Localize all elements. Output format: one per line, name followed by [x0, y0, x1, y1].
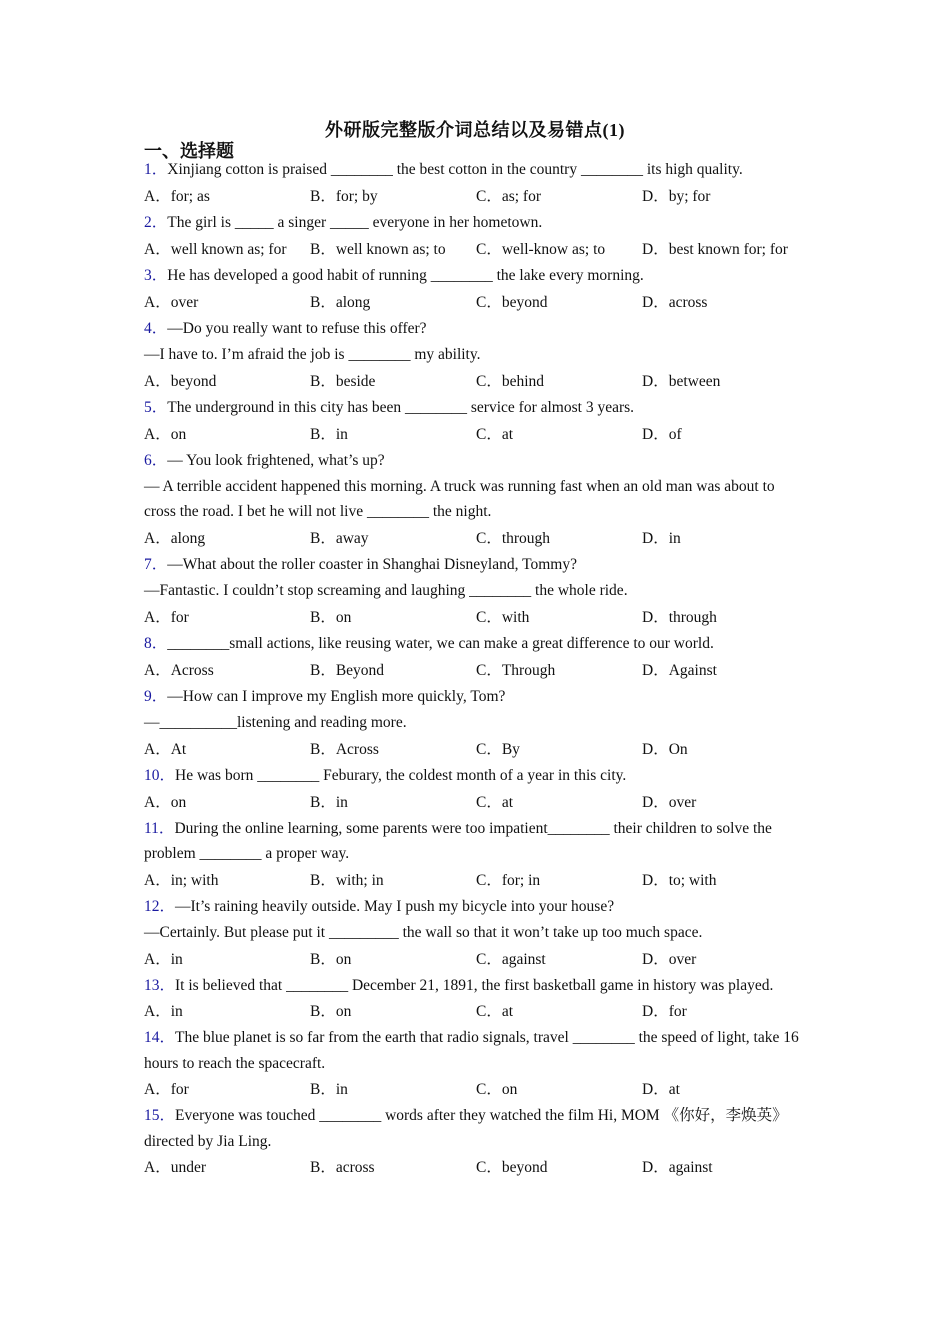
option-b: B．beside — [310, 372, 376, 390]
option-d: D．for — [642, 1003, 687, 1020]
question-line: — You look frightened, what’s up? — [167, 451, 385, 469]
option-a: A．in — [144, 1003, 183, 1020]
question-text — [144, 1025, 810, 1076]
question-text — [144, 395, 810, 421]
answer-options — [144, 421, 810, 448]
question-number: 4． — [144, 319, 168, 337]
option-b: B．across — [310, 1159, 375, 1176]
option-a: A．in; with — [144, 871, 219, 889]
option-a: A．under — [144, 1159, 206, 1176]
option-b: B．away — [310, 529, 369, 547]
question-text — [144, 920, 810, 946]
answer-options — [144, 525, 810, 552]
option-b: B．on — [310, 1003, 352, 1020]
question-text — [144, 1103, 810, 1154]
option-b: B．in — [310, 425, 348, 443]
question-line: —Fantastic. I couldn’t stop screaming and laughing ________ the whole ride. — [144, 581, 628, 599]
question-number: 10． — [144, 766, 176, 784]
question-text — [144, 263, 810, 289]
option-b: B．on — [310, 608, 352, 626]
question-1 — [144, 157, 810, 210]
option-a: A．along — [144, 529, 206, 547]
option-d: D．across — [642, 293, 708, 311]
question-text — [144, 552, 810, 578]
question-number: 9． — [144, 687, 168, 705]
option-d: D．through — [642, 608, 717, 626]
question-line: —What about the roller coaster in Shanghai Disneyland, Tommy? — [167, 555, 577, 573]
question-number: 6． — [144, 451, 168, 469]
question-text — [144, 342, 810, 368]
option-b: B．well known as; to — [310, 240, 446, 258]
answer-options — [144, 946, 810, 973]
question-8 — [144, 631, 810, 684]
option-a: A．for; as — [144, 187, 210, 205]
question-text — [144, 684, 810, 710]
option-b: B．in — [310, 793, 348, 811]
question-text — [144, 631, 810, 657]
question-line: During the online learning, some parents were too impatient________ their children to solve the problem ________ a proper way. — [144, 819, 772, 862]
option-d: D．Against — [642, 661, 717, 679]
answer-options — [144, 1154, 810, 1181]
question-12 — [144, 894, 810, 973]
option-c: C．through — [476, 529, 551, 547]
answer-options — [144, 604, 810, 631]
answer-options — [144, 657, 810, 684]
question-line: Xinjiang cotton is praised ________ the best cotton in the country ________ its high quality. — [167, 161, 743, 178]
option-d: D．best known for; for — [642, 240, 788, 258]
question-text — [144, 894, 810, 920]
question-text — [144, 710, 810, 736]
question-line: The blue planet is so far from the earth that radio signals, travel ________ the speed of light, take 16 hours to reach the spacecraft. — [144, 1029, 799, 1072]
question-13 — [144, 973, 810, 1026]
question-10 — [144, 763, 810, 816]
option-c: C．against — [476, 950, 546, 968]
option-c: C．beyond — [476, 293, 548, 311]
question-number: 13． — [144, 976, 176, 994]
question-number: 15． — [144, 1107, 176, 1124]
option-c: C．beyond — [476, 1159, 548, 1176]
answer-options — [144, 183, 810, 210]
option-d: D．in — [642, 529, 681, 547]
question-line: — A terrible accident happened this morning. A truck was running fast when an old man was about to cross the road. I bet he will not live ________ the night. — [144, 477, 775, 520]
option-c: C．on — [476, 1081, 518, 1098]
option-d: D．at — [642, 1081, 680, 1098]
question-list — [144, 157, 810, 1181]
answer-options — [144, 736, 810, 763]
question-line: —Certainly. But please put it _________ the wall so that it won’t take up too much space. — [144, 923, 703, 941]
option-b: B．for; by — [310, 187, 378, 205]
question-line: —How can I improve my English more quickly, Tom? — [167, 687, 506, 705]
question-11 — [144, 816, 810, 894]
option-c: C．By — [476, 740, 520, 758]
question-7 — [144, 552, 810, 631]
question-text — [144, 448, 810, 474]
option-a: A．over — [144, 293, 199, 311]
option-c: C．Through — [476, 661, 556, 679]
option-c: C．for; in — [476, 871, 541, 889]
question-line: —It’s raining heavily outside. May I push my bicycle into your house? — [175, 897, 615, 915]
answer-options — [144, 236, 810, 263]
question-text — [144, 973, 810, 999]
question-15 — [144, 1103, 810, 1181]
question-text — [144, 157, 810, 183]
option-c: C．well-know as; to — [476, 240, 606, 258]
question-text — [144, 763, 810, 789]
option-d: D．over — [642, 950, 697, 968]
option-a: A．for — [144, 1081, 189, 1098]
option-d: D．of — [642, 425, 682, 443]
option-b: B．with; in — [310, 871, 384, 889]
question-14 — [144, 1025, 810, 1103]
question-9 — [144, 684, 810, 763]
option-c: C．with — [476, 608, 530, 626]
question-2 — [144, 210, 810, 263]
option-d: D．On — [642, 740, 688, 758]
option-c: C．at — [476, 793, 514, 811]
question-number: 11． — [144, 819, 175, 837]
option-d: D．by; for — [642, 187, 711, 205]
question-text — [144, 578, 810, 604]
question-4 — [144, 316, 810, 395]
option-a: A．on — [144, 425, 187, 443]
answer-options — [144, 789, 810, 816]
option-a: A．well known as; for — [144, 240, 287, 258]
question-number: 7． — [144, 555, 168, 573]
question-number: 2． — [144, 213, 168, 231]
option-a: A．Across — [144, 661, 214, 679]
option-c: C．behind — [476, 372, 545, 390]
question-number: 14． — [144, 1029, 176, 1046]
question-line: It is believed that ________ December 21, 1891, the first basketball game in history was played. — [175, 976, 774, 994]
answer-options — [144, 867, 810, 894]
option-d: D．to; with — [642, 871, 717, 889]
option-b: B．Across — [310, 740, 379, 758]
question-line: —__________listening and reading more. — [144, 713, 407, 731]
option-b: B．along — [310, 293, 371, 311]
answer-options — [144, 998, 810, 1025]
question-number: 1． — [144, 161, 168, 178]
question-line: Everyone was touched ________ words after they watched the film Hi, MOM 《你好，李焕英》directed by Jia Ling. — [144, 1107, 788, 1150]
question-line: The girl is _____ a singer _____ everyone in her hometown. — [167, 213, 543, 231]
option-a: A．At — [144, 740, 187, 758]
option-a: A．on — [144, 793, 187, 811]
question-line: —I have to. I’m afraid the job is ________ my ability. — [144, 345, 481, 363]
document-title: 外研版完整版介词总结以及易错点(1) — [325, 120, 625, 140]
option-b: B．in — [310, 1081, 348, 1098]
option-a: A．beyond — [144, 372, 217, 390]
option-d: D．between — [642, 372, 721, 390]
question-text — [144, 474, 810, 525]
option-d: D．against — [642, 1159, 713, 1176]
option-b: B．Beyond — [310, 661, 385, 679]
section-heading: 一、选择题 — [144, 141, 234, 161]
question-line: The underground in this city has been ________ service for almost 3 years. — [167, 398, 635, 416]
answer-options — [144, 368, 810, 395]
option-c: C．at — [476, 425, 514, 443]
question-line: —Do you really want to refuse this offer? — [167, 319, 427, 337]
question-number: 12． — [144, 897, 176, 915]
option-c: C．as; for — [476, 187, 542, 205]
question-text — [144, 816, 810, 867]
option-b: B．on — [310, 950, 352, 968]
question-line: He was born ________ Feburary, the coldest month of a year in this city. — [175, 766, 627, 784]
option-a: A．in — [144, 950, 183, 968]
question-number: 8． — [144, 634, 168, 652]
question-line: He has developed a good habit of running ________ the lake every morning. — [167, 266, 644, 284]
option-d: D．over — [642, 793, 697, 811]
question-text — [144, 210, 810, 236]
question-6 — [144, 448, 810, 552]
option-c: C．at — [476, 1003, 514, 1020]
question-number: 3． — [144, 266, 168, 284]
answer-options — [144, 1076, 810, 1103]
answer-options — [144, 289, 810, 316]
question-3 — [144, 263, 810, 316]
option-a: A．for — [144, 608, 189, 626]
question-text — [144, 316, 810, 342]
question-5 — [144, 395, 810, 448]
question-line: ________small actions, like reusing water, we can make a great difference to our world. — [167, 634, 714, 652]
question-number: 5． — [144, 398, 168, 416]
